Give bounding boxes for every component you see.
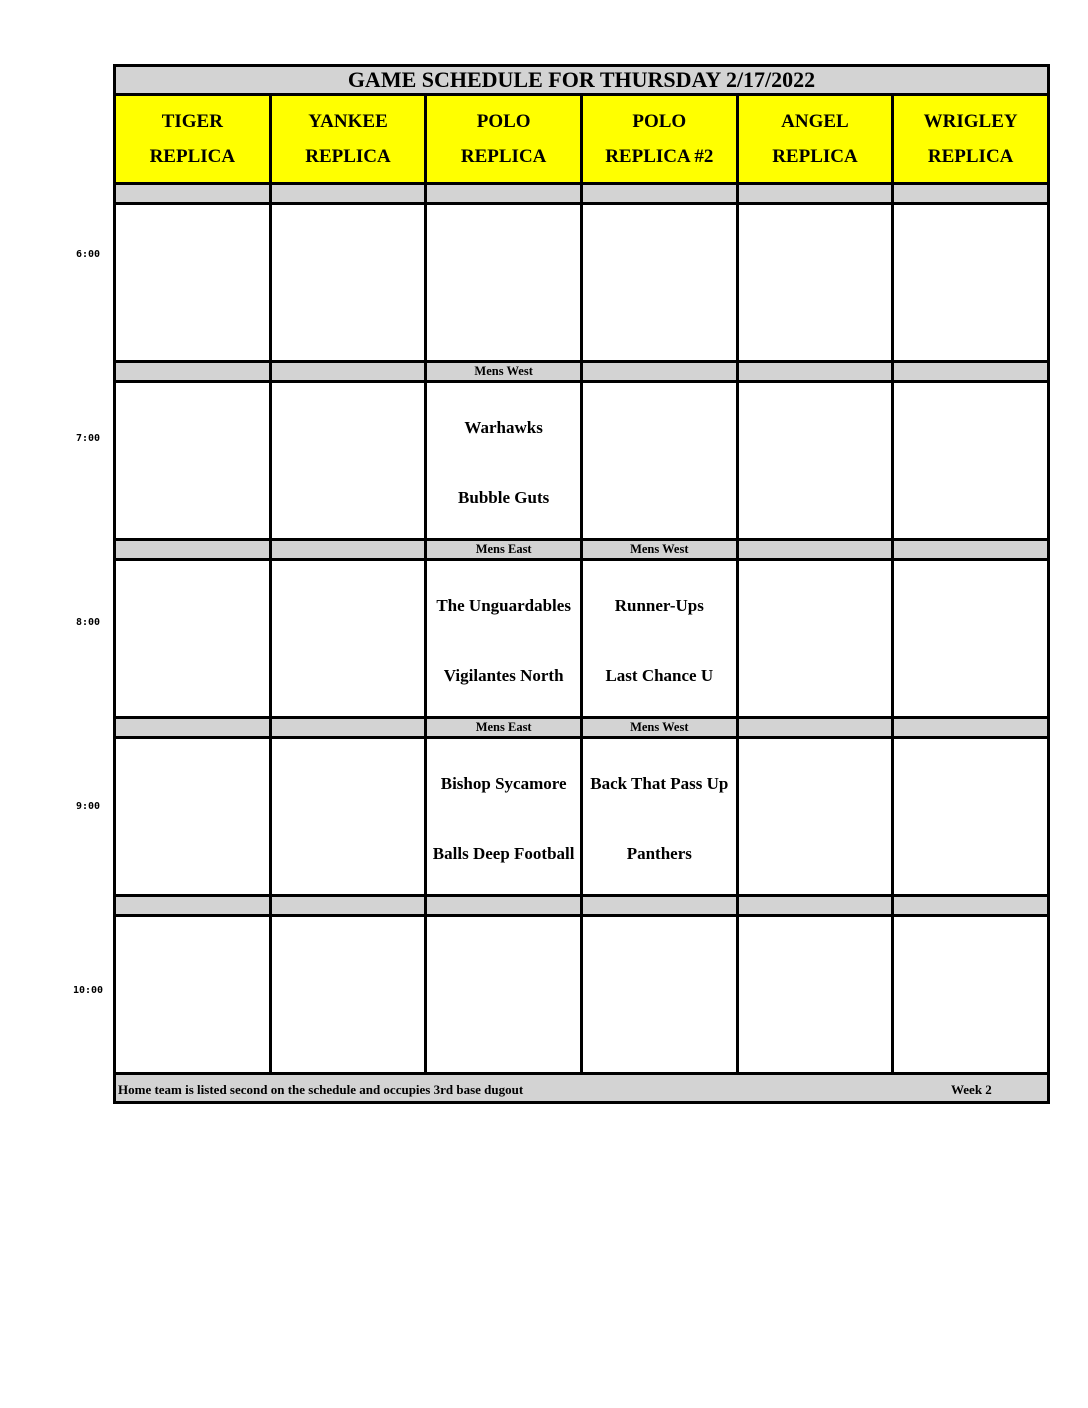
time-slot-row [115, 204, 1049, 362]
schedule-table [113, 64, 1050, 1104]
division-label: Mens West [581, 540, 737, 560]
game-cell [737, 916, 893, 1074]
matchup [427, 383, 580, 538]
division-label: Mens West [426, 362, 582, 382]
game-cell [581, 204, 737, 362]
game-cell [581, 560, 737, 718]
field-header [737, 95, 893, 184]
division-label [270, 540, 426, 560]
field-header-row [115, 95, 1049, 184]
division-label [115, 184, 271, 204]
game-cell [115, 382, 271, 540]
field-subtitle: REPLICA [772, 146, 858, 167]
game-cell [270, 382, 426, 540]
division-row [115, 184, 1049, 204]
game-cell [115, 560, 271, 718]
division-label [581, 896, 737, 916]
division-label [893, 362, 1049, 382]
time-label-9: 9:00 [75, 801, 101, 812]
game-cell [737, 382, 893, 540]
game-cell [581, 382, 737, 540]
away-team: Warhawks [464, 418, 543, 438]
division-row [115, 718, 1049, 738]
game-cell [426, 738, 582, 896]
home-team: Balls Deep Football [432, 843, 575, 863]
field-header [426, 95, 582, 184]
field-subtitle: REPLICA [305, 146, 391, 167]
division-label [893, 718, 1049, 738]
matchup [427, 561, 580, 716]
field-header [115, 95, 271, 184]
time-label-8: 8:00 [75, 617, 101, 628]
game-cell [426, 560, 582, 718]
time-label-10: 10:00 [72, 985, 104, 996]
division-label [893, 540, 1049, 560]
division-label [737, 896, 893, 916]
field-name: WRIGLEY [923, 111, 1018, 132]
away-team: Bishop Sycamore [440, 774, 567, 794]
division-label [737, 540, 893, 560]
field-header [893, 95, 1049, 184]
field-header [270, 95, 426, 184]
matchup [583, 561, 736, 716]
division-label [115, 362, 271, 382]
time-slot-row [115, 916, 1049, 1074]
home-team: Vigilantes North [443, 665, 564, 685]
division-label [737, 718, 893, 738]
footer [115, 1074, 1049, 1103]
game-cell [270, 560, 426, 718]
game-cell [737, 560, 893, 718]
field-subtitle: REPLICA [460, 146, 547, 167]
game-cell [737, 738, 893, 896]
time-label-7: 7:00 [75, 433, 101, 444]
game-cell [426, 382, 582, 540]
division-label [270, 362, 426, 382]
division-label: Mens West [581, 718, 737, 738]
division-row [115, 540, 1049, 560]
game-cell [581, 738, 737, 896]
away-team: The Unguardables [436, 596, 571, 616]
division-label [893, 896, 1049, 916]
division-label [270, 184, 426, 204]
division-label [115, 718, 271, 738]
field-name: POLO [476, 111, 531, 132]
division-row [115, 362, 1049, 382]
field-name: ANGEL [781, 111, 849, 132]
time-slot-row [115, 738, 1049, 896]
game-cell [893, 560, 1049, 718]
home-team: Panthers [626, 843, 692, 863]
time-slot-row [115, 560, 1049, 718]
game-cell [581, 916, 737, 1074]
away-team: Runner-Ups [614, 596, 704, 616]
field-subtitle: REPLICA #2 [605, 146, 714, 167]
game-cell [893, 204, 1049, 362]
game-cell [115, 204, 271, 362]
division-label [115, 896, 271, 916]
game-cell [115, 916, 271, 1074]
game-cell [270, 738, 426, 896]
division-label [737, 184, 893, 204]
division-label [581, 362, 737, 382]
division-label [426, 184, 582, 204]
game-cell [270, 204, 426, 362]
game-cell [893, 916, 1049, 1074]
division-label [893, 184, 1049, 204]
title-row [115, 66, 1049, 95]
field-subtitle: REPLICA [927, 146, 1014, 167]
matchup [583, 739, 736, 894]
field-subtitle: REPLICA [149, 146, 236, 167]
division-label [426, 896, 582, 916]
division-row [115, 896, 1049, 916]
field-name: POLO [632, 111, 687, 132]
division-label [270, 718, 426, 738]
schedule-title: GAME SCHEDULE FOR THURSDAY 2/17/2022 [115, 66, 1049, 95]
home-team-note: Home team is listed second on the schedule and occupies 3rd base dugout [118, 1082, 524, 1097]
division-label: Mens East [426, 540, 582, 560]
footer-row [115, 1074, 1049, 1103]
matchup [427, 739, 580, 894]
time-label-6: 6:00 [75, 249, 101, 260]
away-team: Back That Pass Up [590, 774, 729, 794]
division-label: Mens East [426, 718, 582, 738]
game-cell [270, 916, 426, 1074]
field-name: TIGER [161, 111, 223, 132]
time-slot-row [115, 382, 1049, 540]
game-cell [115, 738, 271, 896]
home-team: Last Chance U [605, 665, 714, 685]
game-cell [426, 916, 582, 1074]
division-label [737, 362, 893, 382]
game-cell [737, 204, 893, 362]
game-cell [893, 738, 1049, 896]
division-label [115, 540, 271, 560]
game-cell [893, 382, 1049, 540]
week-label: Week 2 [951, 1082, 992, 1097]
division-label [581, 184, 737, 204]
field-header [581, 95, 737, 184]
division-label [270, 896, 426, 916]
game-cell [426, 204, 582, 362]
field-name: YANKEE [308, 111, 388, 132]
home-team: Bubble Guts [458, 487, 550, 507]
